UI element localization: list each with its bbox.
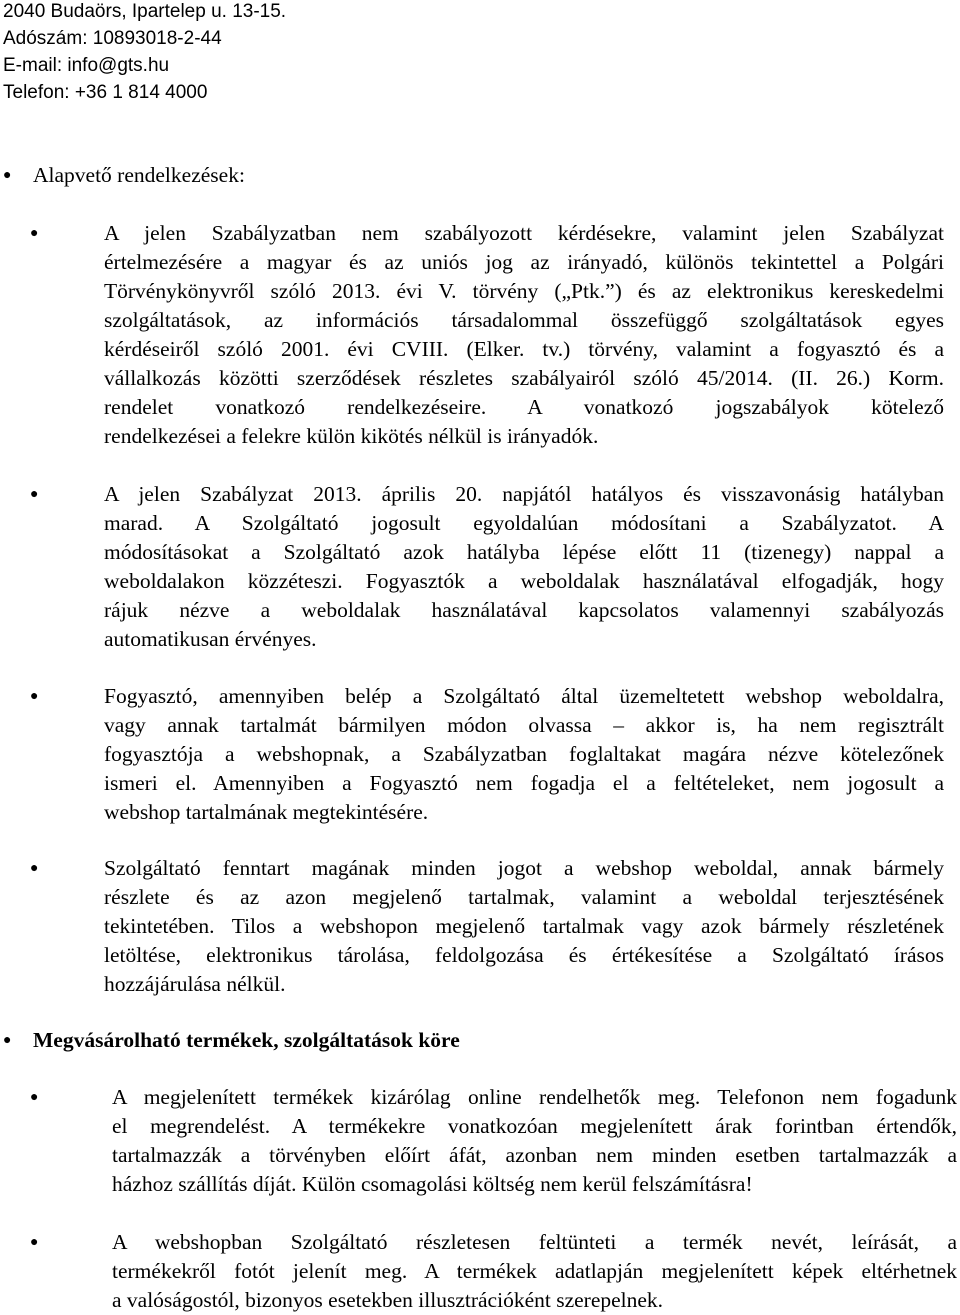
paragraph-line: rendelkezései a felekre külön kikötés nélkül is irányadók. [104,424,599,448]
paragraph-line: értelmezésére a magyar és az uniós jog az irányadó, különös tekintettel a Polgári [104,250,944,274]
paragraph-line: rendelet vonatkozó rendelkezéseire. A vonatkozó jogszabályok kötelező [104,395,944,419]
paragraph-line: tartalmazzák a törvényben előírt áfát, azonban nem minden esetben tartalmazzák a [112,1143,957,1167]
paragraph [104,682,944,827]
paragraph-line: módosításokat a Szolgáltató azok hatályba lépése előtt 11 (tizenegy) nappal a [104,540,944,564]
paragraph [112,1083,957,1199]
paragraph-line: el megrendelést. A termékekre vonatkozóan megjelenített árak forintban értendők, [112,1114,957,1138]
bullet-icon: ● [30,487,39,502]
bullet-icon: ● [30,861,39,876]
paragraph-line: Szolgáltató fenntart magának minden jogot a webshop weboldal, annak bármely [104,856,944,880]
paragraph-line: webshop tartalmának megtekintésére. [104,800,429,824]
paragraph-line: a valóságostól, bizonyos esetekben illusztrációként szerepelnek. [112,1288,664,1312]
section-title: Megvásárolható termékek, szolgáltatások köre [33,1028,460,1052]
paragraph-line: tekintetében. Tilos a webshopon megjelenő tartalmak vagy azok bármely részletének [104,914,944,938]
bullet-icon: ● [3,168,12,183]
company-tax-id: Adószám: 10893018-2-44 [3,28,222,49]
paragraph-line: marad. A Szolgáltató jogosult egyoldalúan módosítani a Szabályzatot. A [104,511,944,535]
paragraph-line: Fogyasztó, amennyiben belép a Szolgáltató által üzemeltetett webshop weboldalra, [104,684,944,708]
paragraph-line: A jelen Szabályzat 2013. április 20. napjától hatályos és visszavonásig hatályban [104,482,944,506]
paragraph-line: ismeri el. Amennyiben a Fogyasztó nem fogadja el a feltételeket, nem jogosult a [104,771,944,795]
paragraph-line: letöltése, elektronikus tárolása, feldolgozása és értékesítése a Szolgáltató írásos [104,943,944,967]
bullet-icon: ● [30,1235,39,1250]
bullet-icon: ● [30,689,39,704]
paragraph-line: A webshopban Szolgáltató részletesen feltünteti a termék nevét, leírását, a [112,1230,957,1254]
paragraph [104,854,944,999]
paragraph-line: weboldalakon közzéteszi. Fogyasztók a weboldalak használatával elfogadják, hogy [104,569,944,593]
paragraph-line: A jelen Szabályzatban nem szabályozott kérdésekre, valamint jelen Szabályzat [104,221,944,245]
paragraph-line: vagy annak tartalmát bármilyen módon olvassa – akkor is, ha nem regisztrált [104,713,944,737]
paragraph-line: részlete és az azon megjelenő tartalmak, valamint a weboldal terjesztésének [104,885,944,909]
paragraph-line: automatikusan érvényes. [104,627,317,651]
paragraph-line: kérdéseiről szóló 2001. évi CVIII. (Elker. tv.) törvény, valamint a fogyasztó és a [104,337,944,361]
paragraph-line: Törvénykönyvről szóló 2013. évi V. törvény („Ptk.”) és az elektronikus kereskedelmi [104,279,944,303]
paragraph-line: termékekről fotót jelenít meg. A termékek adatlapján megjelenített képek eltérhetnek [112,1259,957,1283]
bullet-icon: ● [30,226,39,241]
paragraph [104,219,944,451]
company-email[interactable]: E-mail: info@gts.hu [3,55,170,76]
paragraph-line: hozzájárulása nélkül. [104,972,286,996]
paragraph-line: vállalkozás közötti szerződések részletes szabályairól szóló 45/2014. (II. 26.) Korm. [104,366,944,390]
paragraph-line: A megjelenített termékek kizárólag online rendelhetők meg. Telefonon nem fogadunk [112,1085,957,1109]
section-title: Alapvető rendelkezések: [33,163,245,187]
paragraph [104,480,944,654]
paragraph-line: rájuk nézve a weboldalak használatával kapcsolatos valamennyi szabályozás [104,598,944,622]
paragraph-line: házhoz szállítás díját. Külön csomagolási költség nem kerül felszámításra! [112,1172,753,1196]
bullet-icon: ● [3,1033,12,1048]
company-address: 2040 Budaörs, Ipartelep u. 13-15. [3,1,287,22]
bullet-icon: ● [30,1090,39,1105]
company-phone: Telefon: +36 1 814 4000 [3,82,208,103]
paragraph-line: fogyasztója a webshopnak, a Szabályzatban foglaltakat magára nézve kötelezőnek [104,742,944,766]
paragraph [112,1228,957,1315]
paragraph-line: szolgáltatások, az információs társadalommal összefüggő szolgáltatások egyes [104,308,944,332]
